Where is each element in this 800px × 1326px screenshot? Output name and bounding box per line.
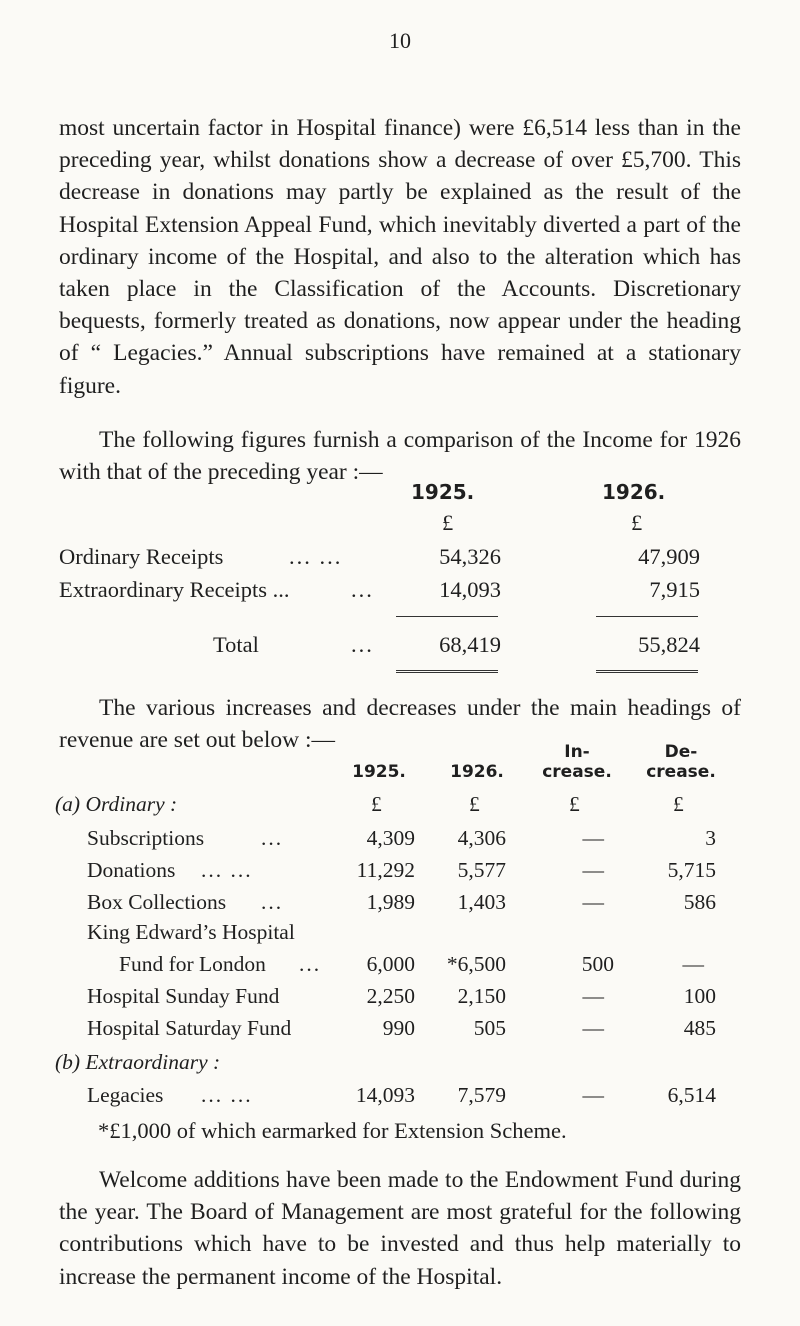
value-decrease: 100 bbox=[683, 984, 716, 1008]
value-1925: 54,326 bbox=[439, 544, 501, 569]
unit: £ bbox=[569, 792, 580, 816]
row-dots: ... bbox=[261, 826, 284, 850]
row-label-legacies: Legacies bbox=[87, 1083, 164, 1107]
row-dots: ... bbox=[299, 952, 322, 976]
value-increase: — bbox=[582, 1016, 604, 1040]
row-label-subscriptions: Subscriptions bbox=[87, 826, 205, 850]
row-dots: ... ... bbox=[289, 544, 343, 569]
value-decrease: — bbox=[682, 952, 704, 976]
value-increase: 500 bbox=[581, 952, 614, 976]
row-label-donations: Donations bbox=[87, 858, 176, 882]
unit: £ bbox=[371, 792, 382, 816]
value-1926: 7,579 bbox=[457, 1083, 506, 1107]
value-1926: 7,915 bbox=[649, 577, 700, 602]
col-header-1925: 1925. bbox=[352, 762, 406, 782]
value-decrease: 6,514 bbox=[667, 1083, 716, 1107]
unit-1926: £ bbox=[631, 510, 643, 535]
value-decrease: 5,715 bbox=[667, 858, 716, 882]
paragraph-income-comparison: The following figures furnish a comparison of the Income for 1926 with that of the preceding year :— bbox=[59, 427, 741, 486]
value-increase: — bbox=[582, 984, 604, 1008]
col-header-increase-2: crease. bbox=[542, 762, 612, 782]
value-1925: 2,250 bbox=[366, 984, 415, 1008]
value-increase: — bbox=[582, 826, 604, 850]
row-dots: ... bbox=[351, 632, 374, 657]
paragraph-endowment: Welcome additions have been made to the Endowment Fund during the year. The Board of Management are most grateful for the following contributions which have to be invested and thus help materially to increase the permanent income of the Hospital. bbox=[59, 1167, 741, 1290]
value-1925: 6,000 bbox=[366, 952, 415, 976]
row-label-hospital-saturday: Hospital Saturday Fund bbox=[87, 1016, 292, 1040]
row-label-ordinary-receipts: Ordinary Receipts bbox=[59, 544, 224, 569]
page-number: 10 bbox=[389, 28, 411, 53]
total-1926: 55,824 bbox=[638, 632, 700, 657]
footnote: *£1,000 of which earmarked for Extension Scheme. bbox=[98, 1118, 567, 1143]
paragraph-intro: most uncertain factor in Hospital finance) were £6,514 less than in the preceding year, whilst donations show a decrease of over £5,700. This decrease in donations may partly be explained as the result of the Hospital Extension Appeal Fund, which inevitably diverted a part of the ordinary income of the Hospital, and also to the alteration which has taken place in the Classification of the Accounts. Discretionary bequests, formerly treated as donations, now appear under the heading of “ Legacies.” Annual subscriptions have remained at a stationary figure. bbox=[59, 115, 741, 399]
value-1926: 1,403 bbox=[457, 890, 506, 914]
value-1925: 990 bbox=[382, 1016, 415, 1040]
value-1926: *6,500 bbox=[446, 952, 506, 976]
subtotal-rule bbox=[396, 616, 498, 617]
value-1926: 47,909 bbox=[638, 544, 700, 569]
unit: £ bbox=[673, 792, 684, 816]
value-decrease: 485 bbox=[683, 1016, 716, 1040]
row-label-box-collections: Box Collections bbox=[87, 890, 227, 914]
row-dots: ... bbox=[351, 577, 374, 602]
row-dots: ... ... bbox=[201, 858, 253, 882]
col-header-1925: 1925. bbox=[411, 480, 475, 504]
value-1926: 4,306 bbox=[457, 826, 506, 850]
value-increase: — bbox=[582, 890, 604, 914]
value-1925: 14,093 bbox=[355, 1083, 415, 1107]
total-1925: 68,419 bbox=[439, 632, 501, 657]
col-header-decrease-2: crease. bbox=[646, 762, 716, 782]
value-increase: — bbox=[582, 1083, 604, 1107]
section-ordinary: (a) Ordinary : bbox=[55, 792, 178, 816]
col-header-increase-1: In- bbox=[564, 742, 590, 762]
row-label-king-edwards-2: Fund for London bbox=[119, 952, 266, 976]
value-decrease: 3 bbox=[705, 826, 716, 850]
value-1925: 14,093 bbox=[439, 577, 501, 602]
total-rule bbox=[396, 670, 498, 673]
row-dots: ... ... bbox=[201, 1083, 253, 1107]
unit: £ bbox=[469, 792, 480, 816]
value-1926: 2,150 bbox=[457, 984, 506, 1008]
subtotal-rule bbox=[596, 616, 698, 617]
paragraph-increases-decreases: The various increases and decreases under the main headings of revenue are set out below :— bbox=[59, 695, 741, 754]
value-1925: 11,292 bbox=[356, 858, 415, 882]
col-header-1926: 1926. bbox=[602, 480, 666, 504]
value-decrease: 586 bbox=[683, 890, 716, 914]
row-label-king-edwards: King Edward’s Hospital bbox=[87, 920, 295, 944]
value-1926: 5,577 bbox=[457, 858, 506, 882]
row-label-hospital-sunday: Hospital Sunday Fund bbox=[87, 984, 280, 1008]
value-1926: 505 bbox=[473, 1016, 506, 1040]
unit-1925: £ bbox=[442, 510, 454, 535]
total-label: Total bbox=[213, 632, 259, 657]
col-header-decrease-1: De- bbox=[664, 742, 698, 762]
row-label-extraordinary-receipts: Extraordinary Receipts ... bbox=[59, 577, 290, 602]
value-1925: 1,989 bbox=[366, 890, 415, 914]
col-header-1926: 1926. bbox=[450, 762, 504, 782]
value-1925: 4,309 bbox=[366, 826, 415, 850]
section-extraordinary: (b) Extraordinary : bbox=[55, 1050, 221, 1074]
total-rule bbox=[596, 670, 698, 673]
row-dots: ... bbox=[261, 890, 284, 914]
value-increase: — bbox=[582, 858, 604, 882]
